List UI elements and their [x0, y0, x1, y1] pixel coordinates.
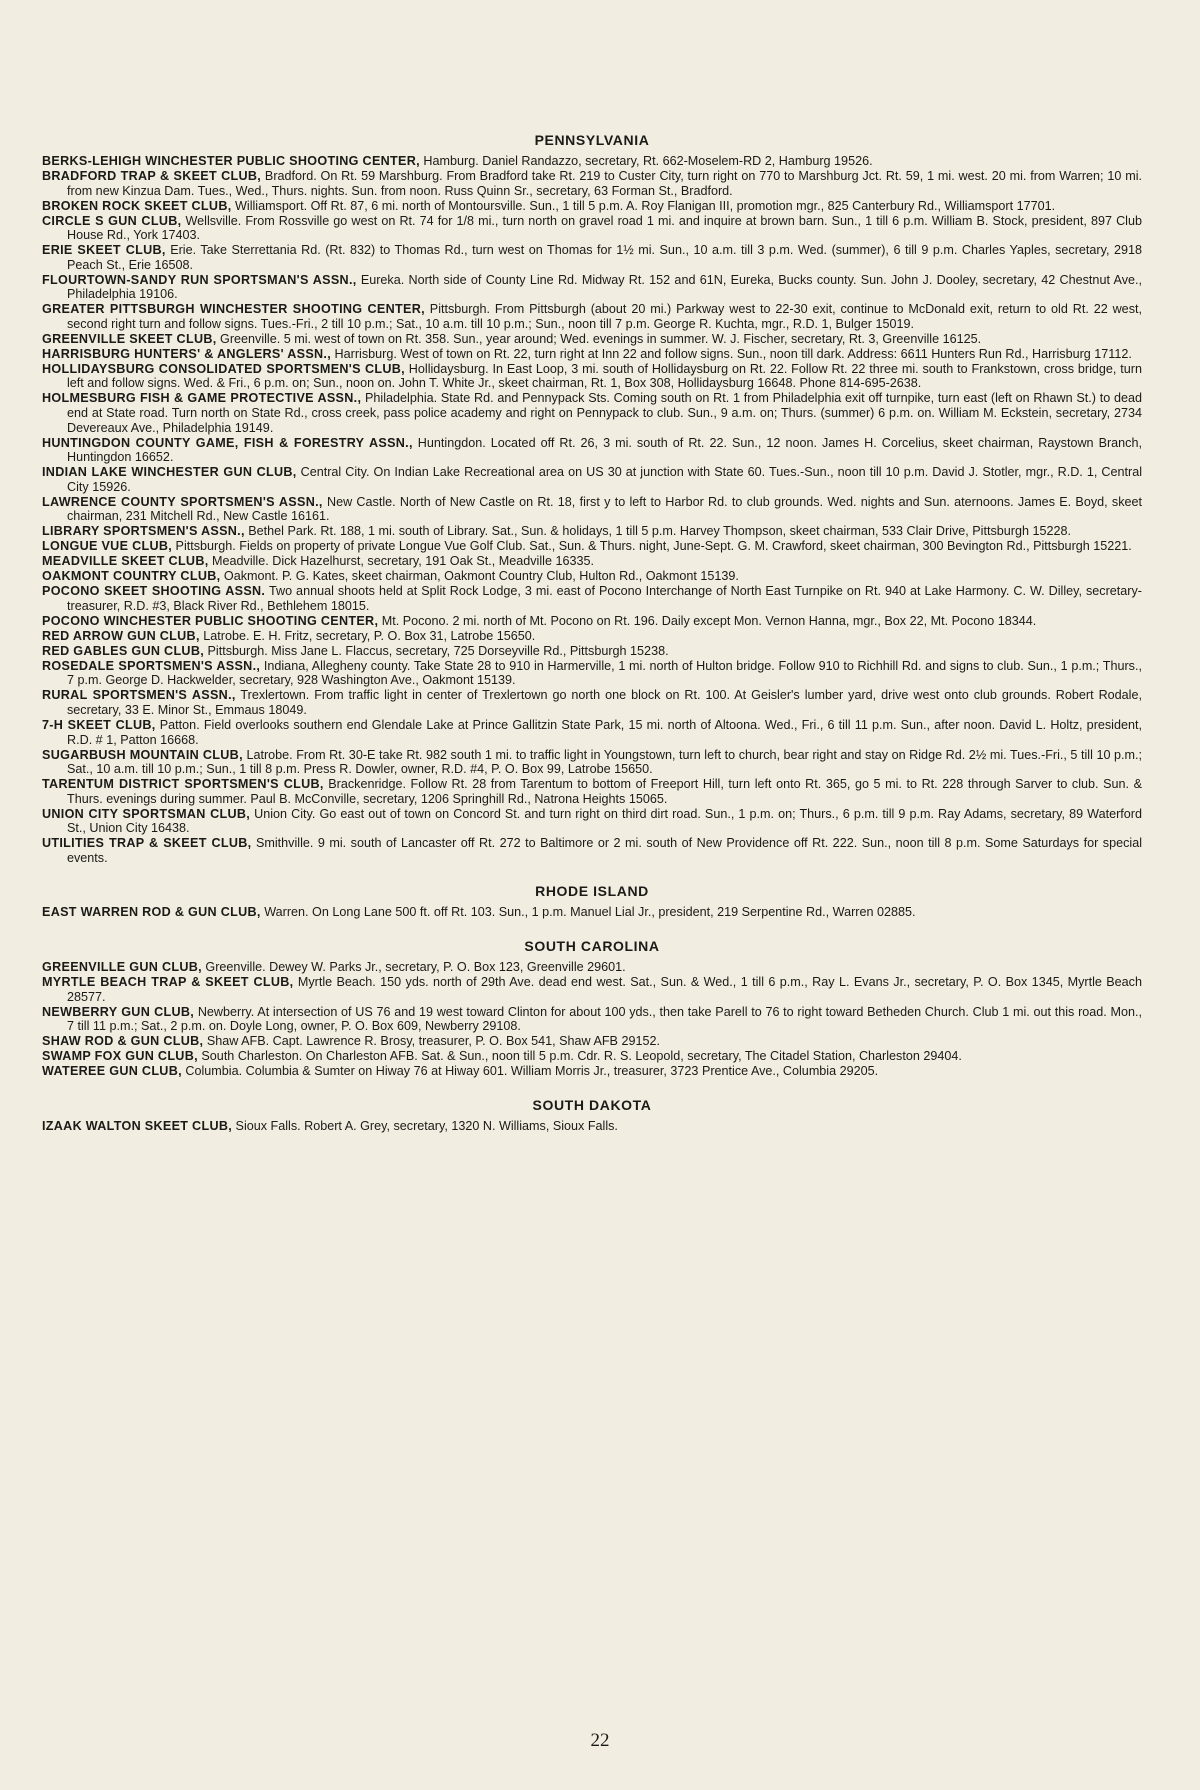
state-heading: PENNSYLVANIA: [534, 132, 650, 148]
club-entry: [42, 465, 1142, 494]
club-details: Two annual shoots held at Split Rock Lodge, 3 mi. east of Pocono Interchange of North East Turnpike on Rt. 940 at Lake Harmony. C. W. Dilley, secretary-treasurer, R.D. #3, Black River Rd., Bethlehem 18015.: [67, 584, 1142, 613]
club-details: Greenville. Dewey W. Parks Jr., secretary, P. O. Box 123, Greenville 29601.: [201, 960, 626, 975]
club-name: 7-H SKEET CLUB,: [42, 717, 156, 732]
club-entry: [42, 644, 1142, 659]
club-details: Central City. On Indian Lake Recreational area on US 30 at junction with State 60. Tues.-Sun., noon till 10 p.m. David J. Stotler, mgr., R.D. 1, Central City 15926.: [67, 465, 1142, 494]
club-entry: [42, 391, 1142, 435]
club-details: Bradford. On Rt. 59 Marshburg. From Bradford take Rt. 219 to Custer City, turn right on 770 to Marshburg Jct. Rt. 59, 1 mi. west. 20 mi. from Warren; 10 mi. from new Kinzua Dam. Tues., Wed., Thurs. nights. Sun. from noon. Russ Quinn Sr., secretary, 63 Forman St., Bradford.: [67, 168, 1142, 198]
club-name: RURAL SPORTSMEN'S ASSN.,: [42, 688, 236, 703]
club-details: Hollidaysburg. In East Loop, 3 mi. south of Hollidaysburg on Rt. 22. Follow Rt. 22 three mi. south to Frankstown, cross bridge, turn left and follow signs. Wed. & Fri., 6 p.m. on; Sun., noon on. John T. White Jr., skeet chairman, Rt. 1, Box 308, Hollidaysburg 16648. Phone 814-695-2638.: [67, 361, 1142, 391]
club-details: Latrobe. E. H. Fritz, secretary, P. O. Box 31, Latrobe 15650.: [199, 628, 536, 643]
club-entry: [42, 302, 1142, 331]
club-details: Indiana, Allegheny county. Take State 28 to 910 in Harmerville, 1 mi. north of Hulton bridge. Follow 910 to Richhill Rd. and signs to club. Sun., 1 p.m.; Thurs., 7 p.m. George D. Hackwelder, secretary, 928 Washington Ave., Oakmont 15139.: [67, 658, 1142, 688]
club-name: ERIE SKEET CLUB,: [42, 243, 166, 258]
club-entry: [42, 748, 1142, 777]
club-entry: [42, 905, 1142, 920]
club-name: POCONO SKEET SHOOTING ASSN.: [42, 584, 266, 599]
club-name: SUGARBUSH MOUNTAIN CLUB,: [42, 747, 243, 762]
club-name: BROKEN ROCK SKEET CLUB,: [42, 198, 232, 213]
club-name: MEADVILLE SKEET CLUB,: [42, 554, 209, 569]
state-section: [42, 1097, 1142, 1134]
club-name: HOLMESBURG FISH & GAME PROTECTIVE ASSN.,: [42, 391, 362, 406]
club-details: Pittsburgh. From Pittsburgh (about 20 mi.) Parkway west to 22-30 exit, continue to McDonald exit, return to old Rt. 22 west, second right turn and follow signs. Tues.-Fri., 2 till 10 p.m.; Sat., 10 a.m. till 10 p.m.; Sun., noon till 7 p.m. George R. Kuchta, mgr., R.D. 1, Bulger 15019.: [67, 302, 1142, 331]
club-name: UTILITIES TRAP & SKEET CLUB,: [42, 836, 252, 851]
club-details: Sioux Falls. Robert A. Grey, secretary, 1320 N. Williams, Sioux Falls.: [232, 1118, 618, 1133]
club-details: Shaw AFB. Capt. Lawrence R. Brosy, treasurer, P. O. Box 541, Shaw AFB 29152.: [203, 1034, 660, 1049]
state-heading: RHODE ISLAND: [535, 883, 649, 900]
club-details: Meadville. Dick Hazelhurst, secretary, 191 Oak St., Meadville 16335.: [208, 554, 594, 569]
club-details: Eureka. North side of County Line Rd. Midway Rt. 152 and 61N, Eureka, Bucks county. Sun. John J. Dooley, secretary, 42 Chestnut Ave., Philadelphia 19106.: [67, 272, 1142, 302]
club-details: Brackenridge. Follow Rt. 28 from Tarentum to bottom of Freeport Hill, turn left onto Rt. 365, go 5 mi. to Rt. 228 through Sarver to club. Sun. & Thurs. evenings during summer. Paul B. McConville, secretary, 1206 Springhill Rd., Natrona Heights 15065.: [67, 777, 1142, 806]
club-entry: [42, 495, 1142, 524]
club-name: CIRCLE S GUN CLUB,: [42, 213, 182, 228]
club-details: Trexlertown. From traffic light in center of Trexlertown go north one block on Rt. 100. At Geisler's lumber yard, drive west onto club grounds. Robert Rodale, secretary, 33 E. Minor St., Emmaus 18049.: [67, 688, 1142, 717]
club-details: Erie. Take Sterrettania Rd. (Rt. 832) to Thomas Rd., turn west on Thomas for 1½ mi. Sun., 10 a.m. till 3 p.m. Wed. (summer), 6 till 9 p.m. Charles Yaples, secretary, 2918 Peach St., Erie 16508.: [67, 243, 1143, 272]
club-name: GREENVILLE GUN CLUB,: [42, 960, 202, 975]
club-entry: [42, 524, 1142, 539]
club-name: FLOURTOWN-SANDY RUN SPORTSMAN'S ASSN.,: [42, 272, 357, 287]
club-details: Warren. On Long Lane 500 ft. off Rt. 103. Sun., 1 p.m. Manuel Lial Jr., president, 219 Serpentine Rd., Warren 02885.: [260, 905, 916, 920]
club-entry: [42, 836, 1142, 865]
club-name: LAWRENCE COUNTY SPORTSMEN'S ASSN.,: [42, 494, 323, 509]
club-name: MYRTLE BEACH TRAP & SKEET CLUB,: [42, 975, 294, 990]
club-entry: [42, 960, 1142, 975]
club-entry: [42, 169, 1142, 198]
club-details: South Charleston. On Charleston AFB. Sat. & Sun., noon till 5 p.m. Cdr. R. S. Leopold, secretary, The Citadel Station, Charleston 29404.: [197, 1049, 962, 1064]
club-details: Harrisburg. West of town on Rt. 22, turn right at Inn 22 and follow signs. Sun., noon till dark. Address: 6611 Hunters Run Rd., Harrisburg 17112.: [331, 346, 1132, 361]
sections-container: [42, 132, 1142, 1133]
club-details: Huntingdon. Located off Rt. 26, 3 mi. south of Rt. 22. Sun., 12 noon. James H. Corcelius, skeet chairman, Raystown Branch, Huntingdon 16652.: [67, 435, 1142, 465]
club-name: BRADFORD TRAP & SKEET CLUB,: [42, 168, 262, 183]
club-details: Hamburg. Daniel Randazzo, secretary, Rt. 662-Moselem-RD 2, Hamburg 19526.: [419, 154, 873, 168]
club-entry: [42, 347, 1142, 362]
club-entry: [42, 1005, 1142, 1034]
club-name: POCONO WINCHESTER PUBLIC SHOOTING CENTER,: [42, 613, 379, 628]
club-name: HUNTINGDON COUNTY GAME, FISH & FORESTRY ASSN.,: [42, 435, 413, 450]
club-entry: [42, 777, 1142, 806]
club-details: Mt. Pocono. 2 mi. north of Mt. Pocono on Rt. 196. Daily except Mon. Vernon Hanna, mgr., Box 22, Mt. Pocono 18344.: [378, 613, 1037, 628]
club-name: SWAMP FOX GUN CLUB,: [42, 1049, 198, 1064]
club-details: New Castle. North of New Castle on Rt. 18, first y to left to Harbor Rd. to club grounds. Wed. nights and Sun. aternoons. James E. Boyd, skeet chairman, 231 Mitchell Rd., New Castle 16161.: [67, 494, 1142, 524]
club-entry: [42, 273, 1142, 302]
club-name: GREATER PITTSBURGH WINCHESTER SHOOTING CENTER,: [42, 302, 425, 317]
club-name: UNION CITY SPORTSMAN CLUB,: [42, 806, 251, 821]
club-details: Union City. Go east out of town on Concord St. and turn right on third dirt road. Sun., 1 p.m. on; Thurs., 6 p.m. till 9 p.m. Ray Adams, secretary, 89 Waterford St., Union City 16438.: [67, 806, 1142, 836]
club-name: EAST WARREN ROD & GUN CLUB,: [42, 905, 261, 920]
club-entry: [42, 1034, 1142, 1049]
club-entry: [42, 718, 1142, 747]
club-entry: [42, 659, 1142, 688]
club-details: Smithville. 9 mi. south of Lancaster off Rt. 272 to Baltimore or 2 mi. south of New Providence off Rt. 222. Sun., noon till 8 p.m. Some Saturdays for special events.: [67, 836, 1142, 865]
club-entry: [42, 688, 1142, 717]
club-name: RED GABLES GUN CLUB,: [42, 643, 205, 658]
club-name: NEWBERRY GUN CLUB,: [42, 1004, 195, 1019]
club-entry: [42, 539, 1142, 554]
club-entry: [42, 214, 1142, 243]
club-details: Patton. Field overlooks southern end Glendale Lake at Prince Gallitzin State Park, 15 mi. north of Altoona. Wed., Fri., 6 till 11 p.m. Sun., after noon. David L. Holtz, president, R.D. # 1, Patton 16668.: [67, 717, 1142, 747]
club-entry: [42, 569, 1142, 584]
state-section: [42, 132, 1142, 865]
club-name: LIBRARY SPORTSMEN'S ASSN.,: [42, 524, 245, 539]
club-details: Oakmont. P. G. Kates, skeet chairman, Oakmont Country Club, Hulton Rd., Oakmont 15139.: [220, 569, 739, 584]
club-details: Philadelphia. State Rd. and Pennypack Sts. Coming south on Rt. 1 from Philadelphia exit off turnpike, turn east (left on Rhawn St.) to dead end at State road. Turn north on State Rd., cross creek, pass police academy and right on Pennypack to club. Sun., 9 a.m. on; Thurs. (summer) 6 p.m. on. William M. Eckstein, secretary, 2734 Devereaux Ave., Philadelphia 19149.: [67, 391, 1142, 435]
club-entry: [42, 554, 1142, 569]
club-entry: [42, 614, 1142, 629]
club-name: OAKMONT COUNTRY CLUB,: [42, 569, 221, 584]
page-number: 22: [590, 1730, 610, 1751]
club-details: Williamsport. Off Rt. 87, 6 mi. north of Montoursville. Sun., 1 till 5 p.m. A. Roy Flanigan III, promotion mgr., 825 Canterbury Rd., Williamsport 17701.: [231, 198, 1056, 213]
state-section: [42, 883, 1142, 920]
club-entry: [42, 807, 1142, 836]
club-name: TARENTUM DISTRICT SPORTSMEN'S CLUB,: [42, 777, 324, 792]
club-name: LONGUE VUE CLUB,: [42, 539, 173, 554]
club-details: Wellsville. From Rossville go west on Rt. 74 for 1/8 mi., turn north on gravel road 1 mi. and inquire at brown barn. Sun., 1 till 6 p.m. William B. Stock, president, 897 Club House Rd., York 17403.: [67, 213, 1142, 243]
club-name: WATEREE GUN CLUB,: [42, 1064, 182, 1079]
club-entry: [42, 1119, 1142, 1134]
club-name: HARRISBURG HUNTERS' & ANGLERS' ASSN.,: [42, 346, 332, 361]
club-entry: [42, 199, 1142, 214]
club-details: Latrobe. From Rt. 30-E take Rt. 982 south 1 mi. to traffic light in Youngstown, turn left to church, bear right and stay on Ridge Rd. 2½ mi. Tues.-Fri., 5 till 10 p.m.; Sat., 10 a.m. till 10 p.m.; Sun., 1 till 8 p.m. Press R. Dowler, owner, R.D. #4, P. O. Box 99, Latrobe 15650.: [67, 747, 1143, 777]
club-details: Pittsburgh. Miss Jane L. Flaccus, secretary, 725 Dorseyville Rd., Pittsburgh 15238.: [204, 643, 669, 658]
club-name: INDIAN LAKE WINCHESTER GUN CLUB,: [42, 465, 297, 480]
club-entry: [42, 154, 1142, 169]
club-name: RED ARROW GUN CLUB,: [42, 628, 200, 643]
club-name: GREENVILLE SKEET CLUB,: [42, 331, 217, 346]
club-details: Columbia. Columbia & Sumter on Hiway 76 at Hiway 601. William Morris Jr., treasurer, 3723 Prentice Ave., Columbia 29205.: [181, 1064, 879, 1079]
club-name: ROSEDALE SPORTSMEN'S ASSN.,: [42, 658, 261, 673]
club-details: Greenville. 5 mi. west of town on Rt. 358. Sun., year around; Wed. evenings in summer. W. J. Fischer, secretary, Rt. 3, Greenville 16125.: [216, 331, 982, 346]
club-name: HOLLIDAYSBURG CONSOLIDATED SPORTSMEN'S CLUB,: [42, 361, 405, 376]
club-entry: [42, 362, 1142, 391]
club-entry: [42, 1064, 1142, 1079]
club-entry: [42, 436, 1142, 465]
club-entry: [42, 1049, 1142, 1064]
club-details: Pittsburgh. Fields on property of private Longue Vue Golf Club. Sat., Sun. & Thurs. night, June-Sept. G. M. Crawford, skeet chairman, 300 Bevington Rd., Pittsburgh 15221.: [172, 539, 1132, 554]
club-entry: [42, 629, 1142, 644]
club-details: Newberry. At intersection of US 76 and 19 west toward Clinton for about 100 yds., then take Parell to 76 to right toward Betheden Church. Club 1 mi. out this road. Mon., 7 till 11 p.m.; Sat., 2 p.m. on. Doyle Long, owner, P. O. Box 609, Newberry 29108.: [67, 1004, 1142, 1034]
club-entry: [42, 975, 1142, 1004]
club-name: SHAW ROD & GUN CLUB,: [42, 1034, 204, 1049]
state-section: [42, 938, 1142, 1079]
state-heading: SOUTH DAKOTA: [532, 1096, 652, 1113]
club-name: BERKS-LEHIGH WINCHESTER PUBLIC SHOOTING CENTER,: [42, 154, 420, 168]
club-entry: [42, 332, 1142, 347]
club-details: Bethel Park. Rt. 188, 1 mi. south of Library. Sat., Sun. & holidays, 1 till 5 p.m. Harvey Thompson, skeet chairman, 533 Clair Drive, Pittsburgh 15228.: [244, 524, 1071, 539]
state-heading: SOUTH CAROLINA: [524, 938, 660, 955]
club-entry: [42, 584, 1142, 613]
club-entry: [42, 243, 1142, 272]
club-name: IZAAK WALTON SKEET CLUB,: [42, 1118, 233, 1133]
club-details: Myrtle Beach. 150 yds. north of 29th Ave. dead end west. Sat., Sun. & Wed., 1 till 6 p.m., Ray L. Evans Jr., secretary, P. O. Box 1345, Myrtle Beach 28577.: [67, 975, 1142, 1004]
